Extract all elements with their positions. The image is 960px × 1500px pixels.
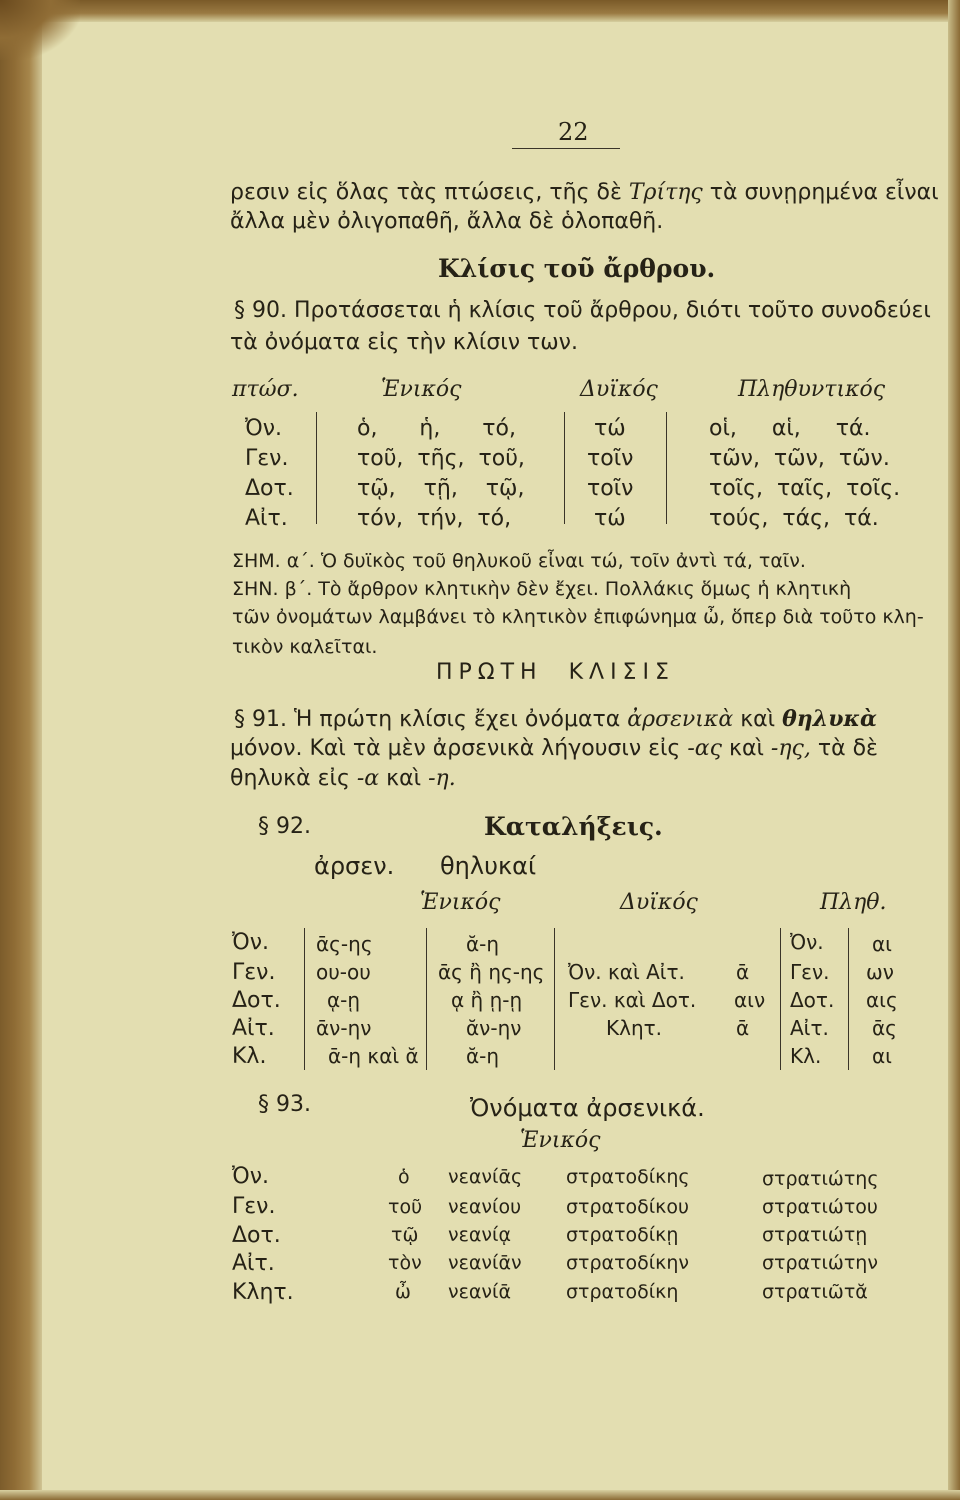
article-row-case: Αἰτ. bbox=[245, 506, 288, 531]
s92-head-plural: Πληθ. bbox=[820, 890, 887, 915]
s92-dual-ending: αιν bbox=[734, 988, 766, 1012]
article-divider-2 bbox=[564, 412, 565, 524]
s92-case: Αἰτ. bbox=[232, 1016, 275, 1041]
article-row-case: Γεν. bbox=[245, 446, 289, 471]
s93-stratodikes: στρατοδίκης bbox=[566, 1166, 690, 1188]
s93-neanias: νεανίᾳ bbox=[448, 1224, 511, 1246]
s93-title: Ὀνόματα ἀρσενικά. bbox=[470, 1094, 705, 1122]
s92-case: Δοτ. bbox=[232, 988, 281, 1013]
s92-fem-ending: ᾰν-ην bbox=[466, 1016, 522, 1040]
s92-plural-case: Αἰτ. bbox=[790, 1016, 829, 1040]
note-2-line-1: ΣΗΝ. β΄. Τὸ ἄρθρον κλητικὴν δὲν ἔχει. Πολλάκις ὅμως ἡ κλητικὴ bbox=[232, 578, 852, 600]
note-1: ΣΗΜ. α΄. Ὁ δυϊκὸς τοῦ θηλυκοῦ εἶναι τώ, τοῖν ἀντὶ τά, ταῖν. bbox=[232, 550, 806, 572]
s93-article: ὦ bbox=[395, 1281, 411, 1303]
s92-fem-label: θηλυκαί bbox=[440, 852, 537, 880]
s92-fem-ending: ᾰ-η bbox=[466, 932, 500, 956]
s93-stratodikes: στρατοδίκη bbox=[566, 1281, 679, 1303]
page-number: 22 bbox=[558, 118, 589, 146]
s93-stratodikes: στρατοδίκου bbox=[566, 1196, 689, 1218]
s91-italic-fem: θηλυκὰ bbox=[782, 706, 877, 732]
s93-article: ὁ bbox=[398, 1166, 410, 1188]
s92-plural-case: Δοτ. bbox=[790, 988, 835, 1012]
s92-head-singular: Ἑνικός bbox=[420, 890, 501, 915]
s91-line-1 bbox=[234, 708, 877, 731]
s92-fem-ending: ᾱς ἢ ης-ης bbox=[438, 960, 545, 984]
s93-stratiotes: στρατιῶτᾰ bbox=[762, 1281, 868, 1303]
s92-dual-label: Κλητ. bbox=[606, 1016, 663, 1040]
s92-divider-5 bbox=[848, 928, 849, 1070]
s93-case: Ὀν. bbox=[232, 1164, 269, 1189]
s93-case: Αἰτ. bbox=[232, 1251, 275, 1276]
article-row-plural: τούς, τάς, τά. bbox=[709, 506, 879, 531]
s92-case: Κλ. bbox=[232, 1044, 267, 1069]
s93-neanias: νεανίου bbox=[448, 1196, 522, 1218]
s92-divider-1 bbox=[304, 928, 305, 1070]
article-row-plural: τῶν, τῶν, τῶν. bbox=[709, 446, 890, 471]
article-row-plural: τοῖς, ταῖς, τοῖς. bbox=[709, 476, 901, 501]
s92-label: § 92. bbox=[258, 814, 311, 839]
s91-text-f: θηλυκὰ εἰς bbox=[230, 766, 350, 791]
s90-line-1: § 90. Προτάσσεται ἡ κλίσις τοῦ ἄρθρου, διότι τοῦτο συνοδεύει bbox=[234, 298, 931, 323]
s93-stratodikes: στρατοδίκῃ bbox=[566, 1224, 679, 1246]
intro-text-b: τὰ συνῃρημένα εἶναι bbox=[709, 180, 939, 205]
article-row-singular: τόν, τήν, τό, bbox=[357, 506, 512, 531]
page-edge-top bbox=[0, 0, 960, 22]
s93-case: Κλητ. bbox=[232, 1280, 294, 1305]
s93-stratiotes: στρατιώτην bbox=[762, 1252, 878, 1274]
page-edge-left bbox=[0, 0, 42, 1500]
s92-fem-ending: ᾰ-η bbox=[466, 1044, 500, 1068]
article-row-case: Δοτ. bbox=[245, 476, 294, 501]
s92-dual-label: Γεν. καὶ Δοτ. bbox=[568, 988, 697, 1012]
s92-masc-ending: ᾱ-η καὶ ᾰ bbox=[328, 1044, 419, 1068]
article-row-dual: τοῖν bbox=[587, 446, 634, 471]
s93-head-singular: Ἑνικός bbox=[520, 1128, 601, 1153]
s93-case: Δοτ. bbox=[232, 1223, 281, 1248]
article-row-singular: ὁ, ἡ, τό, bbox=[357, 416, 517, 441]
s91-italic-masc: ἀρσενικὰ bbox=[627, 707, 734, 732]
s93-stratiotes: στρατιώτης bbox=[762, 1168, 879, 1190]
s92-plural-ending: ᾱς bbox=[872, 1016, 897, 1040]
s92-masc-ending: ου-ου bbox=[316, 960, 371, 984]
s92-divider-2 bbox=[426, 928, 427, 1070]
note-2-line-2: τῶν ὀνομάτων λαμβάνει τὸ κλητικὸν ἐπιφώνημα ὦ, ὅπερ διὰ τοῦτο κλη- bbox=[232, 606, 924, 628]
article-row-dual: τώ bbox=[594, 416, 626, 441]
s91-ending-e: -η. bbox=[428, 766, 456, 791]
s91-text-g: καὶ bbox=[386, 766, 422, 791]
article-row-dual: τοῖν bbox=[587, 476, 634, 501]
s92-dual-ending: ᾱ bbox=[736, 960, 750, 984]
s91-text-a: § 91. Ἡ πρώτη κλίσις ἔχει ὀνόματα bbox=[234, 707, 621, 732]
s92-masc-ending: ᾱς-ης bbox=[316, 932, 373, 956]
s92-divider-3 bbox=[554, 928, 555, 1070]
s93-article: τὸν bbox=[388, 1252, 422, 1274]
note-2-line-3: τικὸν καλεῖται. bbox=[232, 636, 378, 658]
s90-line-2: τὰ ὀνόματα εἰς τὴν κλίσιν των. bbox=[230, 330, 578, 355]
s92-divider-4 bbox=[780, 928, 781, 1070]
s92-fem-ending: ᾳ ἢ ῃ-ῃ bbox=[451, 988, 523, 1012]
page-number-rule bbox=[512, 148, 620, 149]
s91-line-2 bbox=[230, 738, 878, 760]
heading-first-declension: ΠΡΩΤΗ ΚΛΙΣΙΣ bbox=[436, 660, 675, 685]
s92-plural-case: Ὀν. bbox=[790, 930, 824, 954]
s91-ending-es: -ης, bbox=[770, 736, 811, 761]
s92-title: Καταλήξεις. bbox=[484, 812, 663, 841]
s92-dual-label: Ὀν. καὶ Αἰτ. bbox=[568, 960, 685, 984]
s92-masc-ending: ᾳ-ῃ bbox=[327, 988, 361, 1012]
s93-article: τῷ bbox=[391, 1224, 419, 1246]
s92-masc-ending: ᾱν-ην bbox=[316, 1016, 372, 1040]
article-row-singular: τοῦ, τῆς, τοῦ, bbox=[357, 446, 525, 471]
intro-line-1 bbox=[230, 182, 939, 204]
s92-masc-label: ἀρσεν. bbox=[314, 852, 395, 880]
article-head-case: πτώσ. bbox=[232, 377, 299, 402]
page-edge-right bbox=[948, 0, 960, 1500]
s92-plural-ending: αι bbox=[872, 932, 892, 956]
page-corner-shadow bbox=[0, 0, 80, 60]
s91-text-d: καὶ bbox=[728, 736, 764, 761]
s93-stratiotes: στρατιώτου bbox=[762, 1196, 878, 1218]
article-head-singular: Ἑνικός bbox=[381, 377, 462, 402]
s93-case: Γεν. bbox=[232, 1194, 276, 1219]
s91-line-3 bbox=[230, 768, 456, 790]
article-row-plural: οἱ, αἱ, τά. bbox=[709, 416, 871, 441]
intro-text-italic: Τρίτης bbox=[628, 180, 703, 205]
article-row-singular: τῷ, τῇ, τῷ, bbox=[357, 476, 525, 501]
s92-dual-ending: ᾱ bbox=[736, 1016, 750, 1040]
article-head-plural: Πληθυντικός bbox=[738, 377, 886, 402]
s92-plural-ending: αι bbox=[872, 1044, 892, 1068]
intro-text-a: ρεσιν εἰς ὅλας τὰς πτώσεις, τῆς δὲ bbox=[230, 180, 622, 205]
s92-head-dual: Δυϊκός bbox=[620, 890, 698, 915]
s92-case: Ὀν. bbox=[232, 930, 269, 955]
heading-article: Κλίσις τοῦ ἄρθρου. bbox=[438, 254, 716, 283]
s93-stratiotes: στρατιώτῃ bbox=[762, 1224, 868, 1246]
article-divider-3 bbox=[666, 412, 667, 524]
page-edge-bottom bbox=[0, 1490, 960, 1500]
s92-plural-ending: ων bbox=[866, 960, 894, 984]
s93-label: § 93. bbox=[258, 1092, 311, 1117]
s91-text-b: καὶ bbox=[740, 707, 776, 732]
s92-plural-ending: αις bbox=[866, 988, 898, 1012]
s93-stratodikes: στρατοδίκην bbox=[566, 1252, 690, 1274]
article-divider-1 bbox=[316, 412, 317, 524]
s91-ending-as: -ας bbox=[687, 736, 722, 761]
s93-neanias: νεανίᾱς bbox=[448, 1166, 523, 1188]
s91-text-e: τὰ δὲ bbox=[817, 736, 878, 761]
s91-ending-a: -α bbox=[356, 766, 380, 791]
article-row-dual: τώ bbox=[594, 506, 626, 531]
s93-article: τοῦ bbox=[388, 1196, 423, 1218]
intro-line-2: ἄλλα μὲν ὀλιγοπαθῆ, ἄλλα δὲ ὁλοπαθῆ. bbox=[230, 209, 664, 234]
article-head-dual: Δυϊκός bbox=[580, 377, 658, 402]
s92-plural-case: Κλ. bbox=[790, 1044, 822, 1068]
s92-case: Γεν. bbox=[232, 960, 276, 985]
article-row-case: Ὀν. bbox=[245, 416, 282, 441]
s91-text-c: μόνον. Καὶ τὰ μὲν ἀρσενικὰ λήγουσιν εἰς bbox=[230, 736, 681, 761]
s93-neanias: νεανίᾱν bbox=[448, 1252, 522, 1274]
s93-neanias: νεανίᾱ bbox=[448, 1281, 511, 1303]
s92-plural-case: Γεν. bbox=[790, 960, 830, 984]
